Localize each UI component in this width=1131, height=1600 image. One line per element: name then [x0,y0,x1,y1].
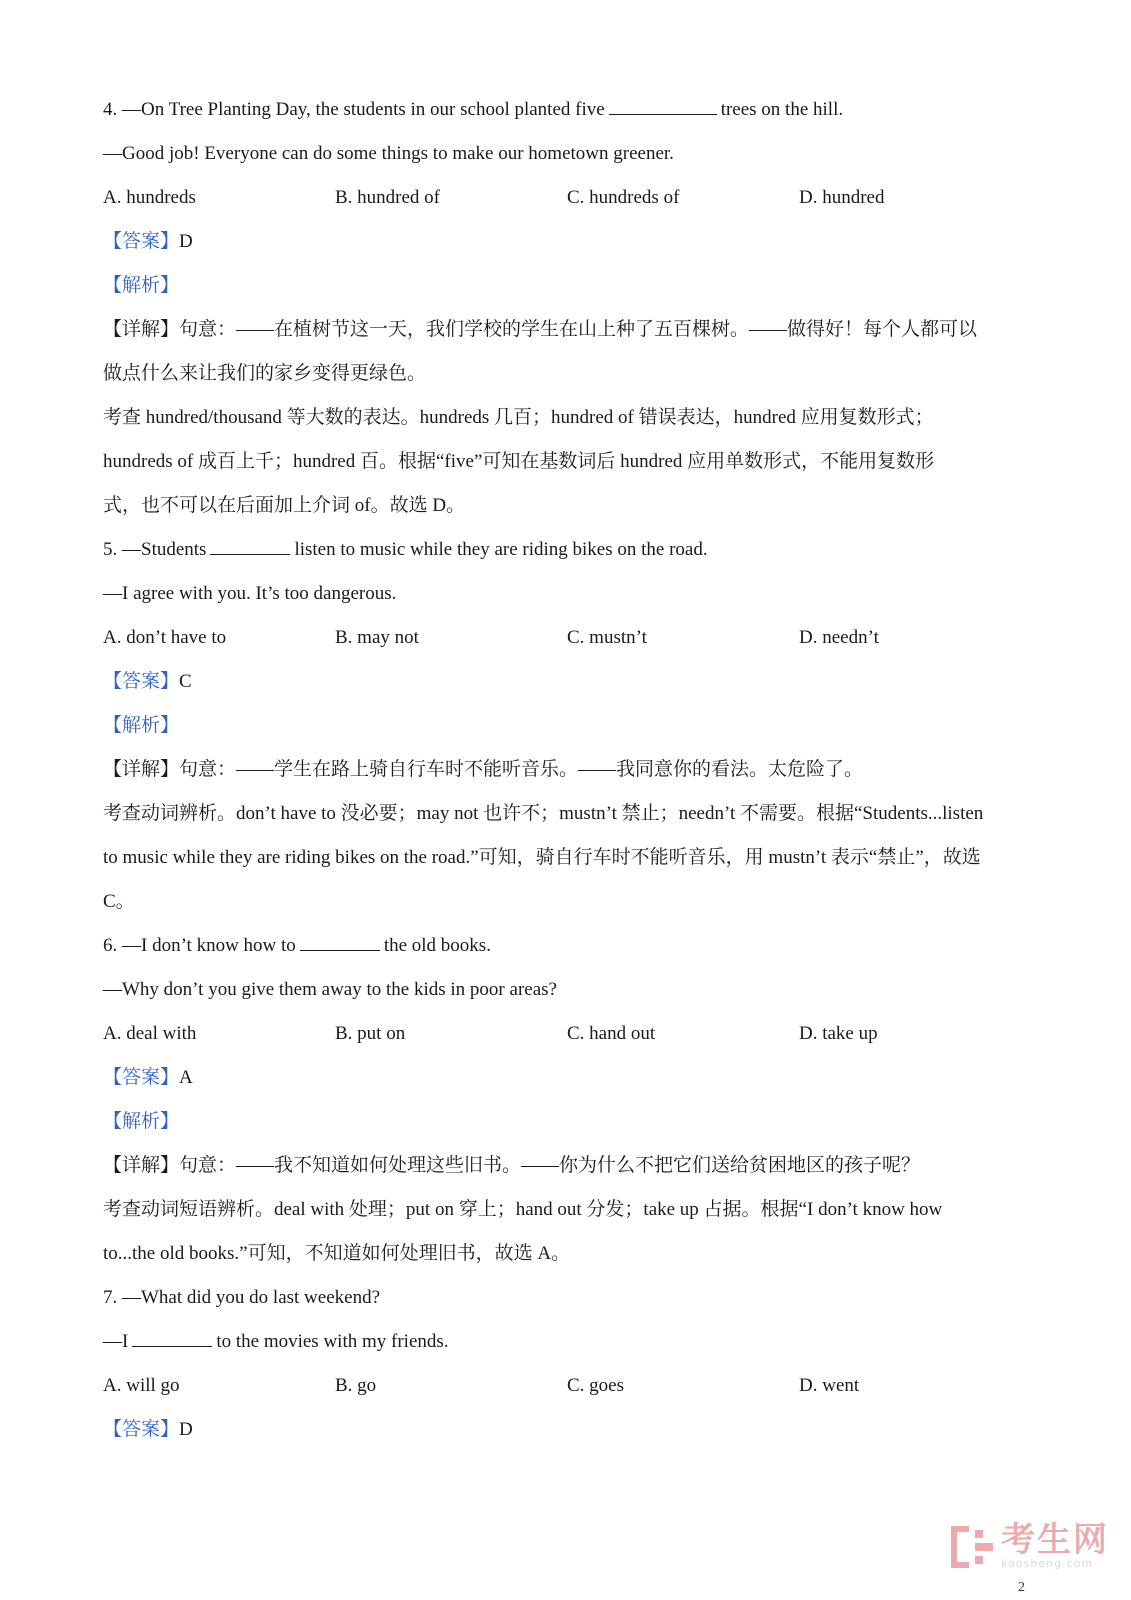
answer-blank [609,98,717,115]
q5-stem-before: 5. —Students [103,539,207,560]
q7-option-d: D. went [799,1375,860,1396]
q5-option-b: B. may not [335,627,419,648]
q6-answer [103,1056,1033,1100]
q5-detail-2: 考查动词辨析。don’t have to 没必要；may not 也许不；mustn’t 禁止；needn’t 不需要。根据“Students...listen [103,803,984,824]
q5-answer [103,660,1033,704]
answer-value: D [179,231,193,252]
answer-value: C [179,671,192,692]
answer-value: A [179,1067,193,1088]
q4-option-a: A. hundreds [103,187,196,208]
watermark [951,1520,1109,1570]
q5-detail-3: to music while they are riding bikes on the road.”可知，骑自行车时不能听音乐，用 mustn’t 表示“禁止”，故选 [103,847,981,868]
watermark-cn: 考生网 [1001,1520,1109,1560]
q6-detail-2: 考查动词短语辨析。deal with 处理；put on 穿上；hand out 分发；take up 占据。根据“I don’t know how [103,1199,943,1220]
answer-tag: 【答案】 [103,1067,180,1088]
q5-reply: —I agree with you. It’s too dangerous. [103,583,397,604]
q4-detail-1: 【详解】句意：——在植树节这一天，我们学校的学生在山上种了五百棵树。——做得好！每个人都可以 [103,319,978,340]
answer-value: D [179,1419,193,1440]
q4-answer [103,220,1033,264]
q4-stem-before: 4. —On Tree Planting Day, the students in our school planted five [103,99,605,120]
analysis-tag: 【解析】 [103,715,180,736]
q6-reply: —Why don’t you give them away to the kids in poor areas? [103,979,557,1000]
q6-option-d: D. take up [799,1023,878,1044]
q4-detail-4: hundreds of 成百上千；hundred 百。根据“five”可知在基数词后 hundred 应用单数形式，不能用复数形 [103,451,935,472]
q6-options [103,1012,1033,1056]
q7-option-a: A. will go [103,1375,180,1396]
answer-tag: 【答案】 [103,671,180,692]
answer-blank [210,538,290,555]
q5-detail-1: 【详解】句意：——学生在路上骑自行车时不能听音乐。——我同意你的看法。太危险了。 [103,759,864,780]
q7-reply [103,1320,1033,1364]
q4-options [103,176,1033,220]
content [103,88,1033,1452]
q6-detail-3: to...the old books.”可知，不知道如何处理旧书，故选 A。 [103,1243,571,1264]
q4-reply: —Good job! Everyone can do some things to make our hometown greener. [103,143,674,164]
q5-options [103,616,1033,660]
q7-option-c: C. goes [567,1375,624,1396]
q4-option-c: C. hundreds of [567,187,680,208]
q5-stem [103,528,1033,572]
q4-detail-2: 做点什么来让我们的家乡变得更绿色。 [103,363,427,384]
q5-detail-4: C。 [103,891,135,912]
q6-analysis-tag [103,1100,1033,1144]
q6-stem-after: the old books. [383,935,491,956]
q4-option-b: B. hundred of [335,187,441,208]
answer-blank [132,1330,212,1347]
q7-reply-after: to the movies with my friends. [216,1331,449,1352]
q6-option-c: C. hand out [567,1023,656,1044]
q5-option-a: A. don’t have to [103,627,227,648]
watermark-logo-icon [951,1526,993,1568]
page-number: 2 [1018,1580,1025,1595]
q4-option-d: D. hundred [799,187,885,208]
q6-detail-1: 【详解】句意：——我不知道如何处理这些旧书。——你为什么不把它们送给贫困地区的孩子呢？ [103,1155,921,1176]
q7-options [103,1364,1033,1408]
q4-detail-5: 式，也不可以在后面加上介词 of。故选 D。 [103,495,466,516]
q7-answer [103,1408,1033,1452]
q5-option-d: D. needn’t [799,627,879,648]
q7-option-b: B. go [335,1375,377,1396]
q7-reply-before: —I [103,1331,129,1352]
q6-option-b: B. put on [335,1023,406,1044]
answer-tag: 【答案】 [103,231,180,252]
q4-stem [103,88,1033,132]
q6-stem [103,924,1033,968]
q4-analysis-tag [103,264,1033,308]
analysis-tag: 【解析】 [103,275,180,296]
q5-analysis-tag [103,704,1033,748]
q5-option-c: C. mustn’t [567,627,647,648]
q6-option-a: A. deal with [103,1023,197,1044]
answer-tag: 【答案】 [103,1419,180,1440]
watermark-en: kaosheng.com [1001,1557,1094,1570]
q5-stem-after: listen to music while they are riding bikes on the road. [294,539,708,560]
q7-stem: 7. —What did you do last weekend? [103,1287,381,1308]
analysis-tag: 【解析】 [103,1111,180,1132]
q4-stem-after: trees on the hill. [720,99,844,120]
watermark-text [1001,1520,1109,1570]
q6-stem-before: 6. —I don’t know how to [103,935,296,956]
answer-blank [300,934,380,951]
q4-detail-3: 考查 hundred/thousand 等大数的表达。hundreds 几百；hundred of 错误表达，hundred 应用复数形式； [103,407,934,428]
